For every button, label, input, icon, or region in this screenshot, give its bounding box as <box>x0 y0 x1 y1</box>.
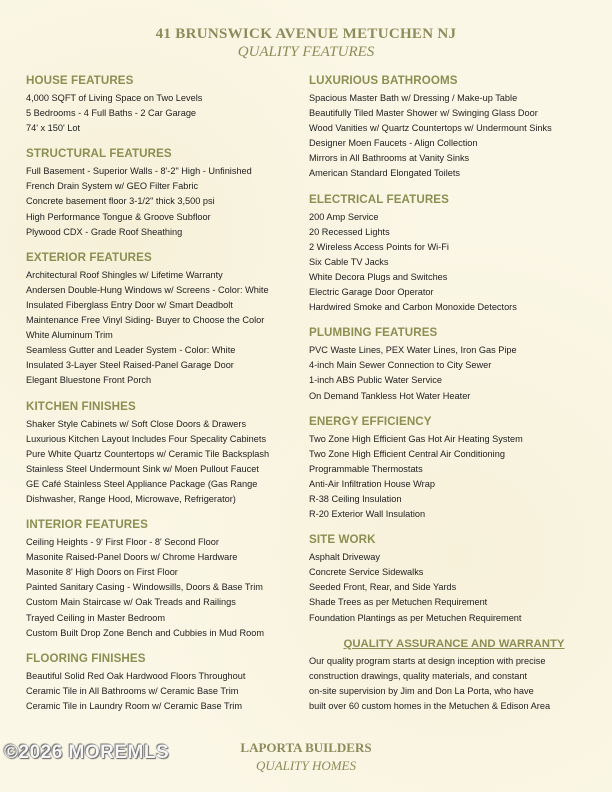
feature-item: Full Basement - Superior Walls - 8'-2" High - Unfinished <box>26 166 252 177</box>
section-house-features <box>26 74 308 136</box>
section-luxurious-bathrooms <box>309 74 599 182</box>
feature-item: Plywood CDX - Grade Roof Sheathing <box>26 226 183 237</box>
feature-item: Concrete Service Sidewalks <box>309 567 424 578</box>
section-heading: STRUCTURAL FEATURES <box>26 147 172 161</box>
feature-item: Custom Main Staircase w/ Oak Treads and Railings <box>26 597 236 608</box>
feature-item: High Performance Tongue & Groove Subfloor <box>26 211 211 222</box>
section-heading: PLUMBING FEATURES <box>309 326 438 340</box>
page-subtitle: QUALITY FEATURES <box>237 44 375 60</box>
feature-item: 20 Recessed Lights <box>309 226 390 237</box>
watermark: ©2026 MOREMLS <box>4 742 170 763</box>
section-heading: INTERIOR FEATURES <box>26 518 148 532</box>
feature-item: Electric Garage Door Operator <box>309 287 434 298</box>
feature-item: Architectural Roof Shingles w/ Lifetime Warranty <box>26 269 223 280</box>
section-heading: HOUSE FEATURES <box>26 74 134 87</box>
quality-assurance-heading: QUALITY ASSURANCE AND WARRANTY <box>343 637 565 650</box>
builder-name: LAPORTA BUILDERS <box>240 740 372 755</box>
section-site-work <box>309 533 599 625</box>
feature-item: Two Zone High Efficient Gas Hot Air Heating System <box>309 433 523 444</box>
section-heading: SITE WORK <box>309 533 376 547</box>
section-heading: ELECTRICAL FEATURES <box>309 192 449 206</box>
quality-text-line: built over 60 custom homes in the Metuchen & Edison Area <box>309 700 551 711</box>
feature-item: Six Cable TV Jacks <box>309 256 389 267</box>
feature-item: French Drain System w/ GEO Filter Fabric <box>26 181 199 192</box>
feature-item: Mirrors in All Bathrooms at Vanity Sinks <box>309 153 470 164</box>
section-exterior-features <box>26 251 308 389</box>
quality-text-line: Our quality program starts at design inception with precise <box>309 655 546 666</box>
feature-item: Insulated 3-Layer Steel Raised-Panel Garage Door <box>26 360 234 371</box>
section-energy-efficiency <box>309 415 599 523</box>
feature-item: 200 Amp Service <box>309 211 379 222</box>
quality-assurance-section <box>309 637 599 714</box>
feature-item: Masonite Raised-Panel Doors w/ Chrome Hardware <box>26 552 238 563</box>
feature-item: Designer Moen Faucets - Align Collection <box>309 138 478 149</box>
feature-item: Luxurious Kitchen Layout Includes Four Specality Cabinets <box>26 433 267 444</box>
feature-item: White Aluminum Trim <box>26 330 113 341</box>
right-column <box>309 74 599 714</box>
feature-item: Masonite 8' High Doors on First Floor <box>26 567 178 578</box>
feature-item: Shaker Style Cabinets w/ Soft Close Doors & Drawers <box>26 418 247 429</box>
feature-item: 4-inch Main Sewer Connection to City Sewer <box>309 360 492 371</box>
section-structural-features <box>26 147 308 239</box>
feature-item: 4,000 SQFT of Living Space on Two Levels <box>26 93 203 103</box>
feature-item: Ceramic Tile in Laundry Room w/ Ceramic Base Trim <box>26 700 242 711</box>
feature-item: Dishwasher, Range Hood, Microwave, Refrigerator) <box>26 493 236 504</box>
feature-item: 2 Wireless Access Points for Wi-Fi <box>309 241 449 252</box>
section-heading: KITCHEN FINISHES <box>26 399 136 413</box>
feature-item: White Decora Plugs and Switches <box>309 271 448 282</box>
feature-item: 1-inch ABS Public Water Service <box>309 375 442 386</box>
feature-item: Shade Trees as per Metuchen Requirement <box>309 597 488 608</box>
feature-item: Stainless Steel Undermount Sink w/ Moen Pullout Faucet <box>26 463 259 474</box>
feature-item: 74' x 150' Lot <box>26 123 81 134</box>
section-heading: FLOORING FINISHES <box>26 651 146 665</box>
section-flooring-finishes <box>26 652 308 714</box>
feature-item: American Standard Elongated Toilets <box>309 168 461 179</box>
feature-item: Elegant Bluestone Front Porch <box>26 375 152 386</box>
section-kitchen-finishes <box>26 400 308 508</box>
feature-item: Spacious Master Bath w/ Dressing / Make-up Table <box>309 93 518 103</box>
feature-item: Anti-Air Infiltration House Wrap <box>309 478 435 489</box>
feature-item: On Demand Tankless Hot Water Heater <box>309 390 471 401</box>
feature-item: Programmable Thermostats <box>309 463 423 474</box>
feature-item: 5 Bedrooms - 4 Full Baths - 2 Car Garage <box>26 108 197 119</box>
feature-item: Wood Vanities w/ Quartz Countertops w/ Undermount Sinks <box>309 123 552 134</box>
feature-item: Painted Sanitary Casing - Windowsills, Doors & Base Trim <box>26 582 263 593</box>
feature-item: Andersen Double-Hung Windows w/ Screens - Color: White <box>26 284 269 295</box>
section-heading: LUXURIOUS BATHROOMS <box>309 74 458 87</box>
quality-text-line: on-site supervision by Jim and Don La Porta, who have <box>309 685 534 696</box>
builder-tagline: QUALITY HOMES <box>255 758 357 773</box>
feature-item: Beautiful Solid Red Oak Hardwood Floors Throughout <box>26 670 246 681</box>
section-heading: ENERGY EFFICIENCY <box>309 414 432 428</box>
feature-item: Foundation Plantings as per Metuchen Requirement <box>309 612 522 623</box>
feature-item: Asphalt Driveway <box>309 552 380 563</box>
left-column <box>26 74 308 725</box>
feature-item: Hardwired Smoke and Carbon Monoxide Detectors <box>309 302 517 313</box>
feature-item: Ceramic Tile in All Bathrooms w/ Ceramic Base Trim <box>26 685 239 696</box>
quality-text-line: construction drawings, quality materials, and constant <box>309 670 528 681</box>
section-electrical-features <box>309 193 599 316</box>
feature-item: Concrete basement floor 3-1/2" thick 3,500 psi <box>26 196 215 207</box>
feature-item: Ceiling Heights - 9' First Floor - 8' Second Floor <box>26 537 219 548</box>
section-interior-features <box>26 518 308 641</box>
page-title: 41 BRUNSWICK AVENUE METUCHEN NJ <box>155 26 457 42</box>
feature-item: Trayed Ceiling in Master Bedroom <box>26 612 166 623</box>
feature-item: R-20 Exterior Wall Insulation <box>309 509 426 520</box>
feature-item: Pure White Quartz Countertops w/ Ceramic Tile Backsplash <box>26 448 270 459</box>
feature-item: Insulated Fiberglass Entry Door w/ Smart Deadbolt <box>26 299 233 310</box>
feature-item: R-38 Ceiling Insulation <box>309 493 402 504</box>
section-plumbing-features <box>309 326 599 403</box>
feature-item: Maintenance Free Vinyl Siding- Buyer to Choose the Color <box>26 315 265 326</box>
feature-item: Custom Built Drop Zone Bench and Cubbies in Mud Room <box>26 627 264 638</box>
feature-item: GE Café Stainless Steel Appliance Package (Gas Range <box>26 478 258 489</box>
feature-item: PVC Waste Lines, PEX Water Lines, Iron Gas Pipe <box>309 345 517 356</box>
section-heading: EXTERIOR FEATURES <box>26 250 152 264</box>
feature-item: Two Zone High Efficient Central Air Conditioning <box>309 448 505 459</box>
feature-item: Seeded Front, Rear, and Side Yards <box>309 582 457 593</box>
feature-item: Beautifully Tiled Master Shower w/ Swinging Glass Door <box>309 108 538 119</box>
feature-item: Seamless Gutter and Leader System - Color: White <box>26 345 236 356</box>
